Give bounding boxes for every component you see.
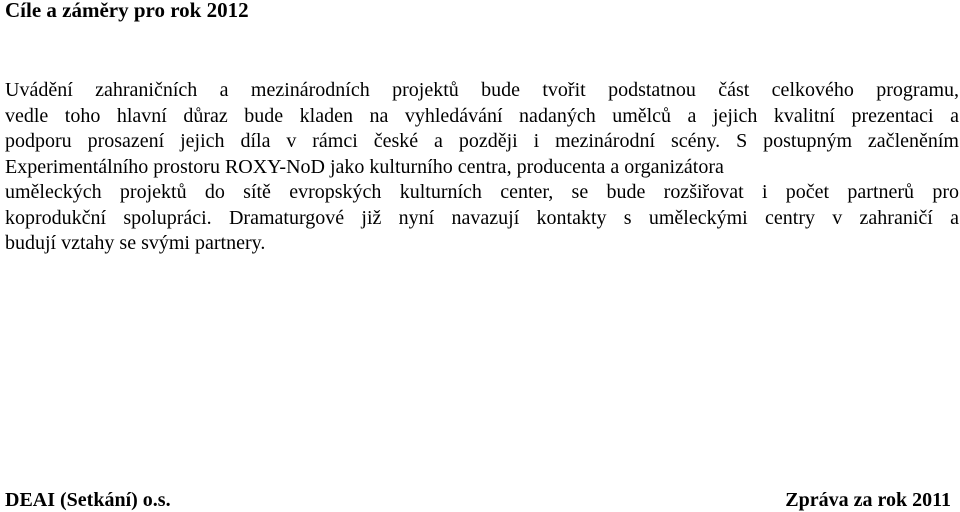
document-heading: Cíle a záměry pro rok 2012 <box>5 0 249 22</box>
paragraph-line: Experimentálního prostoru ROXY-NoD jako kulturního centra, producenta a organizátora <box>5 155 724 178</box>
footer-report-title: Zpráva za rok 2011 <box>785 489 951 511</box>
main-paragraph <box>5 78 959 257</box>
paragraph-line: budují vztahy se svými partnery. <box>5 232 266 254</box>
paragraph-line: vedle toho hlavní důraz bude kladen na vyhledávání nadaných umělců a jejich kvalitní prezentaci a <box>5 104 959 127</box>
paragraph-line: Uvádění zahraničních a mezinárodních projektů bude tvořit podstatnou část celkového programu, <box>5 79 959 101</box>
paragraph-line: podporu prosazení jejich díla v rámci české a později i mezinárodní scény. S postupným začleněním <box>5 130 959 152</box>
paragraph-line: uměleckých projektů do sítě evropských kulturních center, se bude rozšiřovat i počet partnerů pro <box>5 181 959 203</box>
paragraph-line: koprodukční spolupráci. Dramaturgové již nyní navazují kontakty s uměleckými centry v zahraničí a <box>5 206 959 229</box>
footer-organization: DEAI (Setkání) o.s. <box>5 489 171 511</box>
